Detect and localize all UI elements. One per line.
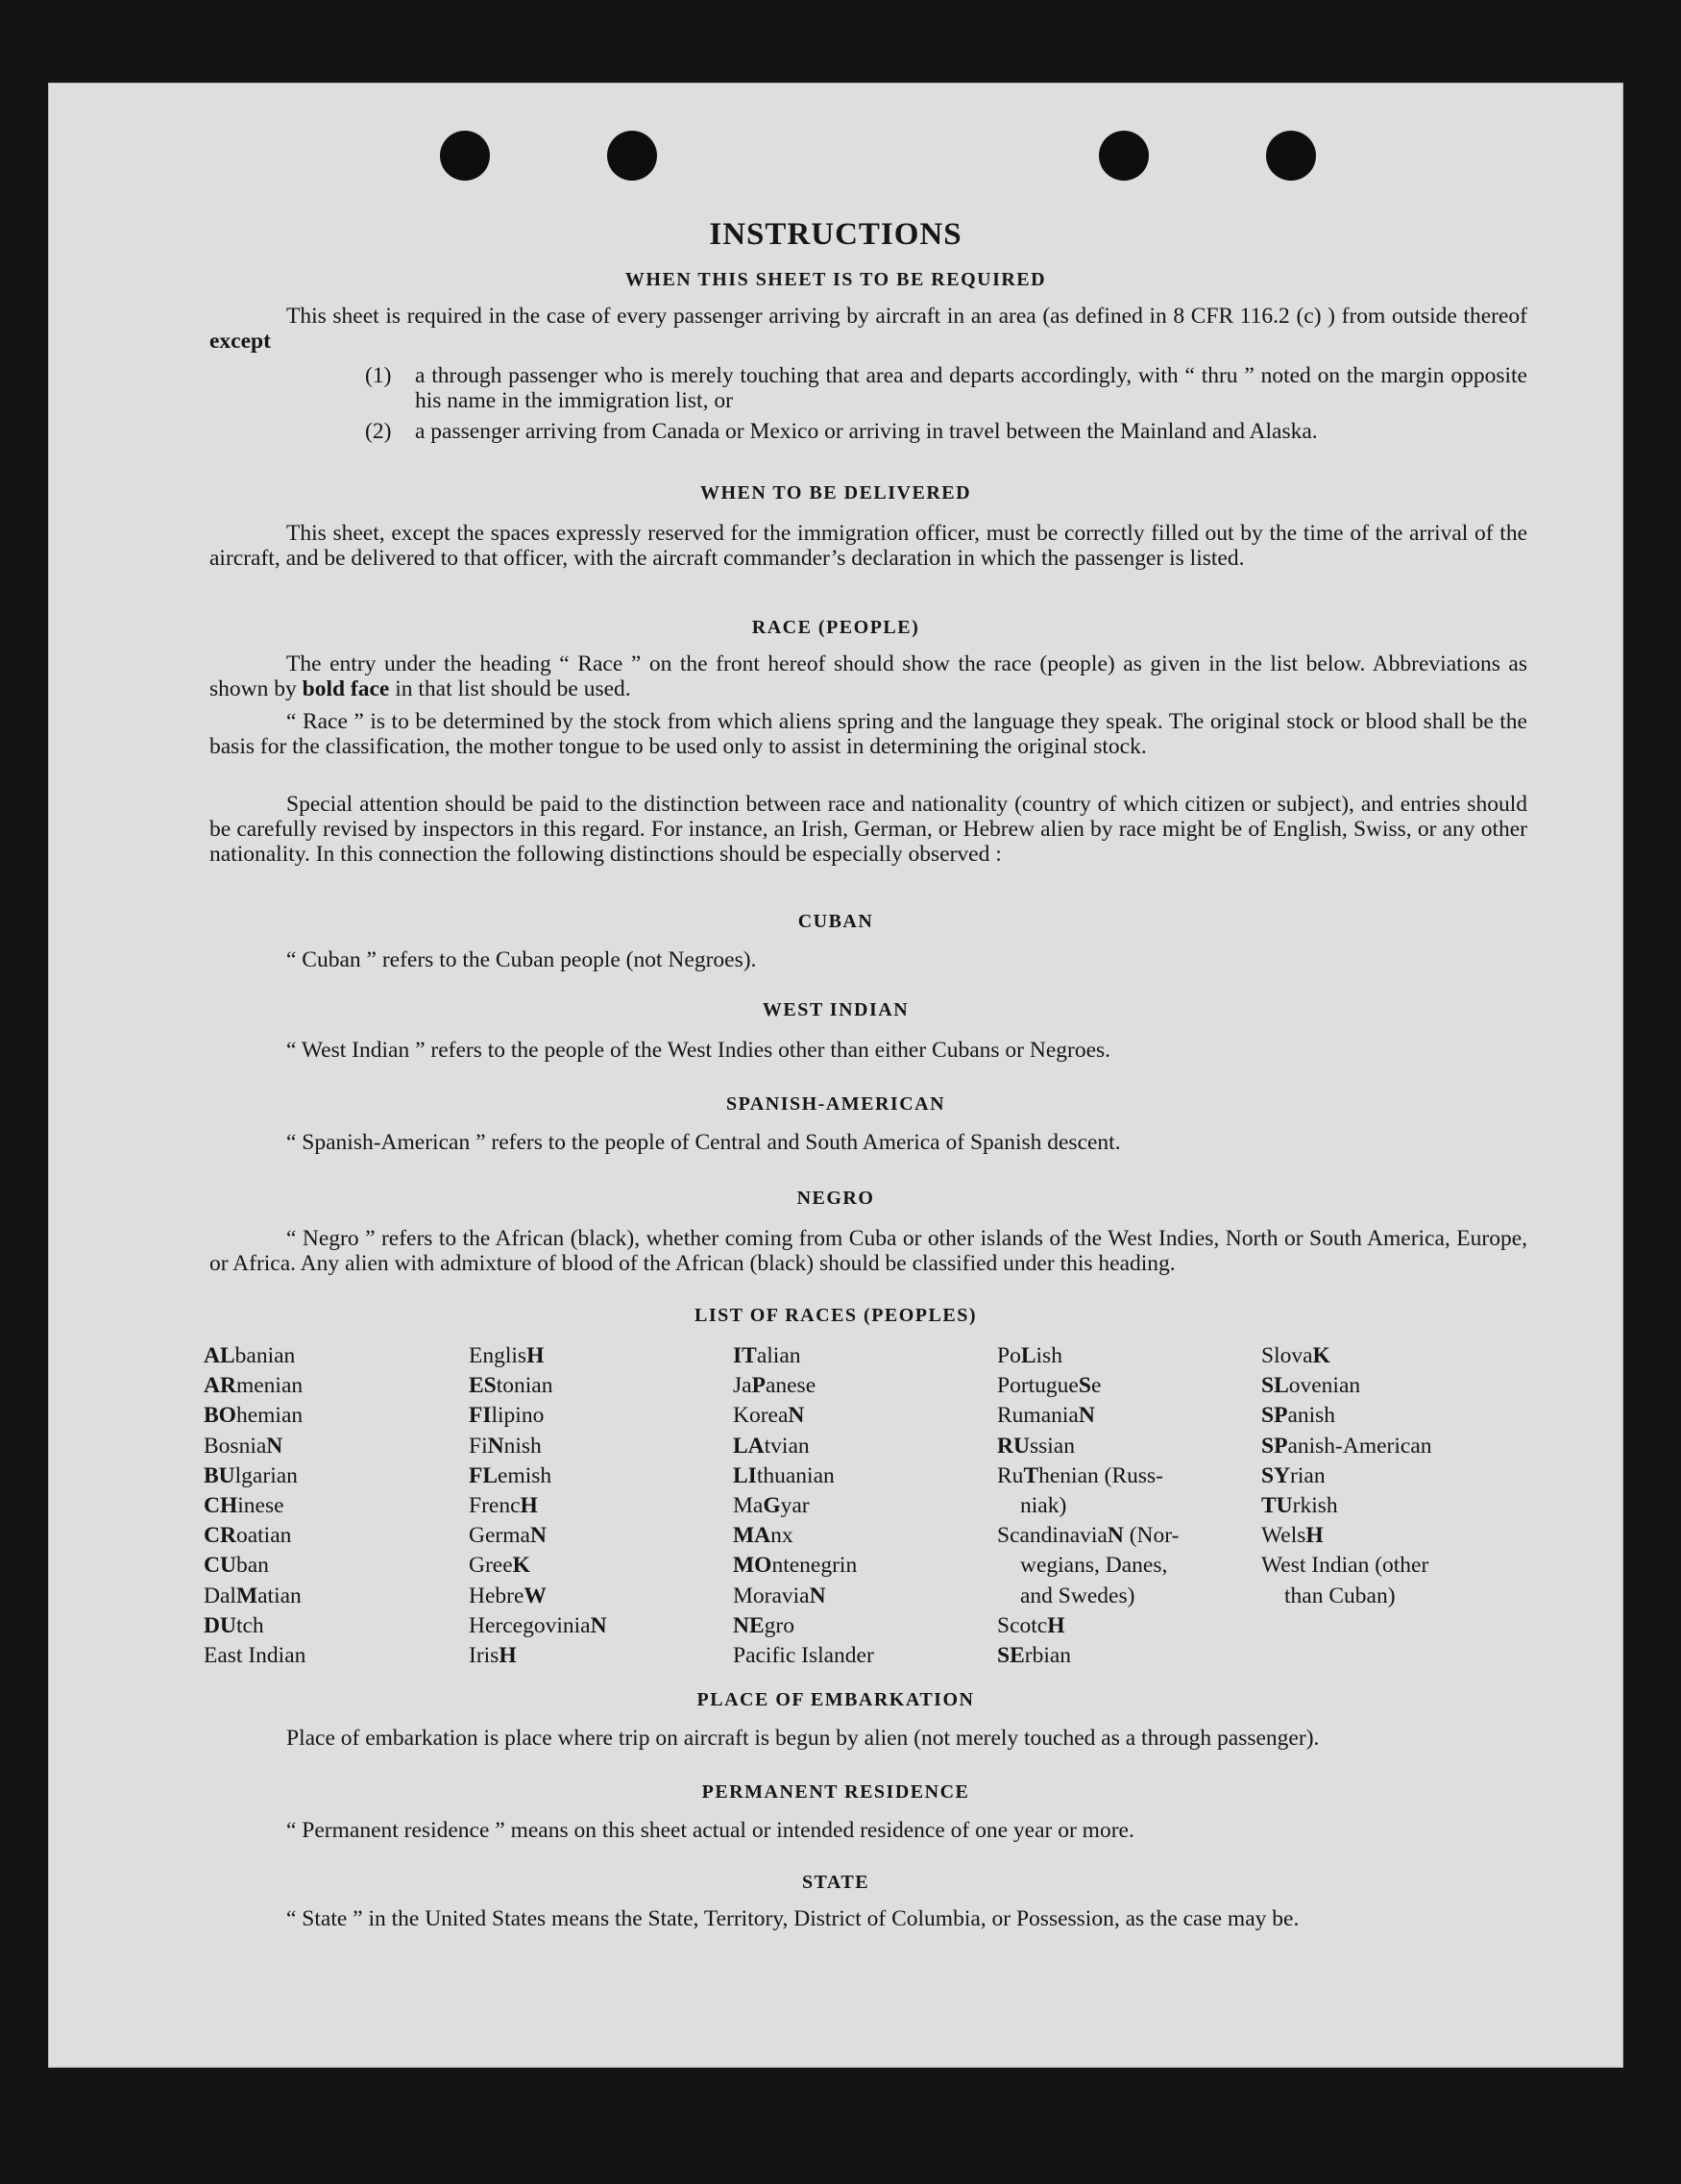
section-heading-embarkation: PLACE OF EMBARKATION: [696, 1689, 975, 1710]
race-entry: ScotcH: [997, 1612, 1065, 1638]
embarkation-text: Place of embarkation is place where trip on aircraft is begun by alien (not merely touched as a through passenger).: [286, 1726, 1320, 1751]
race-list-column: [733, 1341, 992, 1671]
race-entry: KoreaN: [733, 1403, 805, 1429]
section-heading-cuban: CUBAN: [797, 911, 874, 932]
race-entry: West Indian (other: [1261, 1553, 1429, 1579]
race-entry: NEgro: [733, 1612, 794, 1638]
cuban-text: “ Cuban ” refers to the Cuban people (not Negroes).: [286, 947, 757, 972]
race-entry: ScandinaviaN (Nor-: [997, 1523, 1180, 1549]
race-paragraph-2: “ Race ” is to be determined by the stock from which aliens spring and the language they speak. The original stock or blood shall be the basis for the classification, the mother tongue to be used only to assist in determining the original stock.: [209, 709, 1527, 759]
race-entry: GermaN: [469, 1523, 547, 1549]
race-entry: MAnx: [733, 1523, 793, 1549]
race-entry: FiNnish: [469, 1433, 542, 1459]
section-heading-state: STATE: [801, 1872, 870, 1893]
race-entry: niak): [1020, 1493, 1067, 1519]
section-heading-race: RACE (PEOPLE): [751, 617, 920, 638]
race-entry: MOntenegrin: [733, 1553, 858, 1579]
section-heading-residence: PERMANENT RESIDENCE: [701, 1781, 970, 1803]
race-entry: HebreW: [469, 1583, 547, 1608]
race-list-column: [997, 1341, 1256, 1671]
section-heading-list-of-races: LIST OF RACES (PEOPLES): [694, 1305, 977, 1326]
race-entry: SYrian: [1261, 1462, 1326, 1488]
section-heading-negro: NEGRO: [796, 1188, 875, 1209]
race-entry: ITalian: [733, 1343, 801, 1368]
race-entry: than Cuban): [1284, 1583, 1396, 1608]
race-list-column: [469, 1341, 728, 1671]
race-entry: ARmenian: [204, 1373, 304, 1399]
race-entry: FLemish: [469, 1462, 552, 1488]
race-entry: WelsH: [1261, 1523, 1324, 1549]
race-entry: MoraviaN: [733, 1583, 826, 1608]
punch-hole: [607, 131, 657, 181]
race-entry: GreeK: [469, 1553, 530, 1579]
section-heading-delivered: WHEN TO BE DELIVERED: [699, 482, 972, 503]
race-entry: MaGyar: [733, 1493, 810, 1519]
race-paragraph-1: The entry under the heading “ Race ” on the front hereof should show the race (people) as given in the list below. Abbreviations as shown by bold face in that list should be used.: [209, 651, 1527, 701]
race-list-column: [1261, 1341, 1521, 1611]
section-heading-west-indian: WEST INDIAN: [762, 999, 910, 1020]
negro-text: “ Negro ” refers to the African (black), whether coming from Cuba or other islands of the West Indies, North or South America, Europe, or Africa. Any alien with admixture of blood of the African (black) should be classified under this heading.: [209, 1226, 1527, 1276]
race-entry: LIthuanian: [733, 1462, 835, 1488]
race-entry: ALbanian: [204, 1343, 296, 1368]
section-heading-spanish-american: SPANISH-AMERICAN: [725, 1093, 946, 1115]
race-list-column: [204, 1341, 463, 1671]
race-entry: SPanish-American: [1261, 1433, 1432, 1459]
spanish-american-text: “ Spanish-American ” refers to the people of Central and South America of Spanish descent.: [286, 1130, 1121, 1155]
race-entry: SLovenian: [1261, 1373, 1361, 1399]
race-entry: DalMatian: [204, 1583, 302, 1608]
race-paragraph-3: Special attention should be paid to the distinction between race and nationality (country of which citizen or subject), and entries should be carefully revised by inspectors in this regard. For instance, an Irish, German, or Hebrew alien by race might be of English, Swiss, or any other nationality. In this connection the following distinctions should be especially observed :: [209, 792, 1527, 867]
race-entry: wegians, Danes,: [1020, 1553, 1168, 1579]
race-entry: FrencH: [469, 1493, 538, 1519]
race-entry: SErbian: [997, 1643, 1072, 1669]
punch-hole: [1266, 131, 1316, 181]
west-indian-text: “ West Indian ” refers to the people of the West Indies other than either Cubans or Negroes.: [286, 1038, 1111, 1063]
exception-item: (2) a passenger arriving from Canada or Mexico or arriving in travel between the Mainland and Alaska.: [365, 419, 1318, 444]
race-entry: CRoatian: [204, 1523, 292, 1549]
race-entry: BosniaN: [204, 1433, 283, 1459]
race-entry: LAtvian: [733, 1433, 810, 1459]
race-entry: RuThenian (Russ-: [997, 1462, 1164, 1488]
race-entry: EStonian: [469, 1373, 553, 1399]
race-entry: SPanish: [1261, 1403, 1336, 1429]
residence-text: “ Permanent residence ” means on this sheet actual or intended residence of one year or more.: [286, 1818, 1134, 1843]
race-entry: PortugueSe: [997, 1373, 1102, 1399]
punch-hole: [1099, 131, 1149, 181]
required-intro: This sheet is required in the case of every passenger arriving by aircraft in an area (as defined in 8 CFR 116.2 (c) ) from outside thereof except: [209, 304, 1527, 354]
page-title: INSTRUCTIONS: [709, 217, 962, 252]
race-entry: BOhemian: [204, 1403, 304, 1429]
race-entry: RumaniaN: [997, 1403, 1095, 1429]
race-entry: FIlipino: [469, 1403, 545, 1429]
race-entry: DUtch: [204, 1612, 264, 1638]
race-entry: EnglisH: [469, 1343, 545, 1368]
race-entry: SlovaK: [1261, 1343, 1330, 1368]
race-entry: TUrkish: [1261, 1493, 1338, 1519]
race-entry: East Indian: [204, 1643, 306, 1669]
race-entry: CHinese: [204, 1493, 284, 1519]
race-entry: PoLish: [997, 1343, 1062, 1368]
exception-item: (1) a through passenger who is merely touching that area and departs accordingly, with “ thru ” noted on the margin opposite his name in the immigration list, or: [365, 363, 1527, 413]
section-heading-required: WHEN THIS SHEET IS TO BE REQUIRED: [624, 269, 1047, 290]
race-entry: IrisH: [469, 1643, 517, 1669]
race-entry: and Swedes): [1020, 1583, 1135, 1608]
race-entry: BUlgarian: [204, 1462, 298, 1488]
delivered-text: This sheet, except the spaces expressly reserved for the immigration officer, must be correctly filled out by the time of the arrival of the aircraft, and be delivered to that officer, with the aircraft commander’s declaration in which the passenger is listed.: [209, 521, 1527, 571]
state-text: “ State ” in the United States means the State, Territory, District of Columbia, or Possession, as the case may be.: [286, 1906, 1300, 1931]
race-entry: Pacific Islander: [733, 1643, 874, 1669]
race-entry: JaPanese: [733, 1373, 816, 1399]
race-entry: HercegoviniaN: [469, 1612, 607, 1638]
race-entry: RUssian: [997, 1433, 1075, 1459]
document-page: [48, 83, 1623, 2068]
race-entry: CUban: [204, 1553, 269, 1579]
punch-hole: [440, 131, 490, 181]
